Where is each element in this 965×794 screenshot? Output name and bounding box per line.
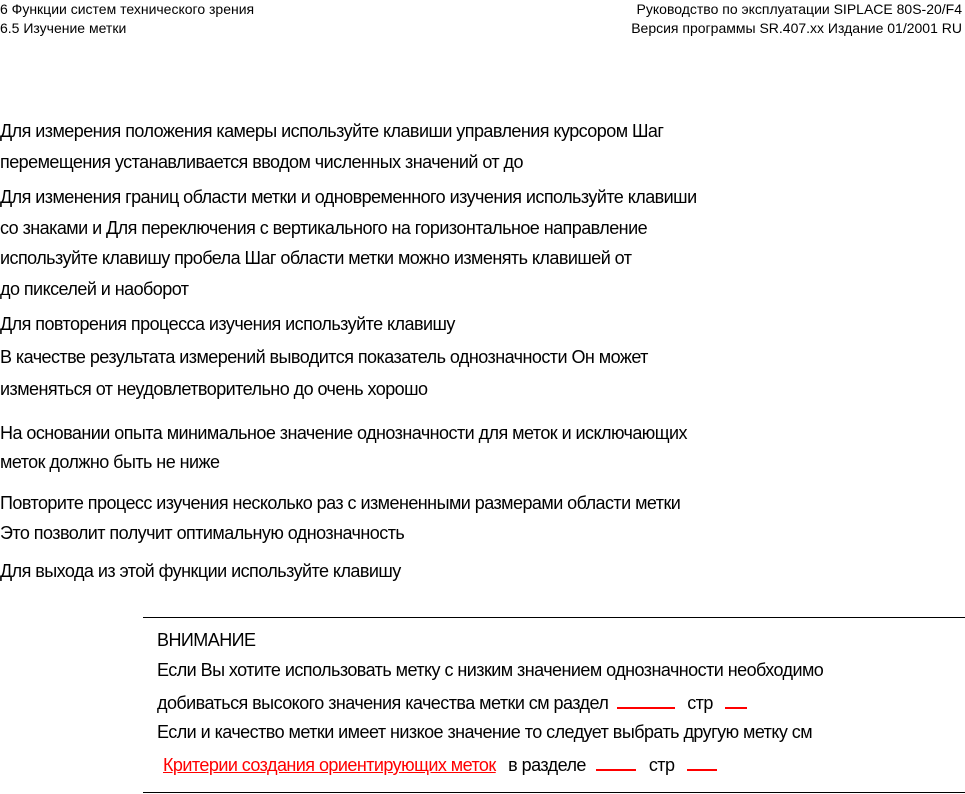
paragraph-5-line-1: На основании опыта минимальное значение однозначности для меток и исключающих	[0, 423, 687, 443]
page-number-blank	[725, 691, 747, 709]
criteria-link[interactable]: Критерии создания ориентирующих меток	[163, 755, 496, 775]
paragraph-2-line-3: используйте клавишу пробела Шаг области метки можно изменять клавишей от	[0, 248, 632, 268]
paragraph-1-line-1: Для измерения положения камеры используйте клавиши управления курсором Шаг	[0, 121, 664, 141]
chapter-title: 6 Функции систем технического зрения	[0, 1, 255, 17]
version-edition: Версия программы SR.407.xx Издание 01/2001 RU	[631, 20, 962, 36]
paragraph-3-line-1: Для повторения процесса изучения используйте клавишу	[0, 314, 455, 334]
section-reference-blank	[617, 691, 675, 709]
section-label: в разделе	[508, 755, 586, 775]
paragraph-6-line-2: Это позволит получит оптимальную однозначность	[0, 523, 405, 543]
notice-top-rule	[143, 617, 965, 618]
paragraph-2-line-4: до пикселей и наоборот	[0, 279, 189, 299]
notice-line-2	[157, 691, 747, 714]
section-title: 6.5 Изучение метки	[0, 20, 127, 36]
section-reference-blank-2	[596, 753, 636, 771]
notice-title: ВНИМАНИЕ	[157, 630, 256, 650]
page-label-2: стр	[648, 755, 675, 775]
paragraph-5-line-2: меток должно быть не ниже	[0, 452, 220, 472]
manual-title: Руководство по эксплуатации SIPLACE 80S-20/F4	[636, 1, 962, 17]
paragraph-4-line-2: изменяться от неудовлетворительно до очень хорошо	[0, 379, 428, 399]
page-number-blank-2	[687, 753, 717, 771]
paragraph-4-line-1: В качестве результата измерений выводится показатель однозначности Он может	[0, 347, 648, 367]
notice-line-2-text: добиваться высокого значения качества метки см раздел	[157, 693, 609, 713]
page-label: стр	[687, 693, 713, 713]
notice-line-3: Если и качество метки имеет низкое значение то следует выбрать другую метку см	[157, 722, 813, 742]
paragraph-1-line-2: перемещения устанавливается вводом численных значений от до	[0, 152, 523, 172]
notice-line-1: Если Вы хотите использовать метку с низким значением однозначности необходимо	[157, 660, 824, 680]
notice-line-4	[163, 753, 717, 776]
paragraph-2-line-1: Для изменения границ области метки и одновременного изучения используйте клавиши	[0, 187, 697, 207]
paragraph-7-line-1: Для выхода из этой функции используйте клавишу	[0, 561, 401, 581]
paragraph-2-line-2: со знаками и Для переключения с вертикального на горизонтальное направление	[0, 218, 648, 238]
paragraph-6-line-1: Повторите процесс изучения несколько раз с измененными размерами области метки	[0, 493, 681, 513]
notice-bottom-rule	[143, 792, 965, 793]
